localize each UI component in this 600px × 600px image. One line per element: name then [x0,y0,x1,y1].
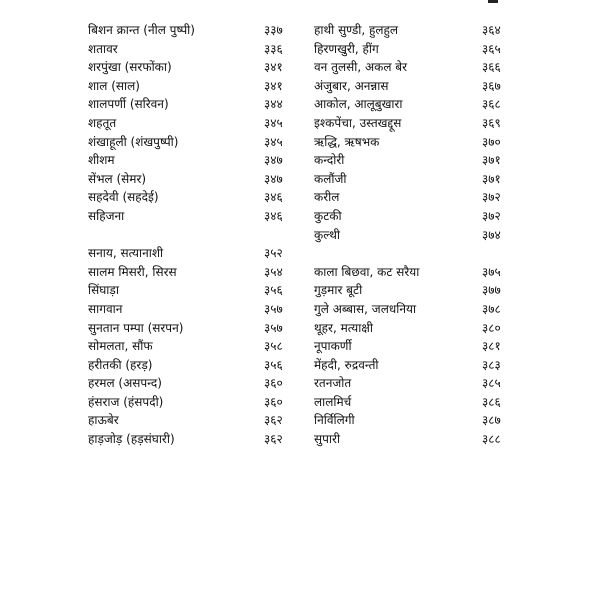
right-page-number: ३६८ [482,97,501,112]
left-term: शंखाहूली (शंखपुष्पी) [88,134,179,149]
left-page-number: ३६० [264,376,283,391]
index-table [88,21,508,449]
index-row [88,133,508,152]
right-term: गुड़मार बूटी [314,283,363,298]
right-page-number: ३६५ [482,41,501,56]
right-page-number: ३७० [482,134,501,149]
right-page-number: ३८० [482,320,501,335]
right-term: कन्दोरी [314,153,345,168]
right-page-number: ३७२ [482,190,501,205]
right-page-number: ३७१ [482,171,501,186]
index-row [88,430,508,449]
left-page-number: ३४४ [264,97,283,112]
right-term: अंजुबार, अनन्नास [314,78,389,93]
right-page-number: ३८६ [482,394,501,409]
left-page-number: ३४६ [264,208,283,223]
right-term: वन तुलसी, अकल बेर [314,60,408,75]
left-page-number: ३४७ [264,171,283,186]
left-term: हाड़जोड़ (हड़संघारी) [88,432,175,447]
left-term: सालम मिसरी, सिरस [88,264,177,279]
index-row [88,151,508,170]
left-term: शरपुंखा (सरफोंका) [88,60,172,75]
left-page-number: ३४५ [264,134,283,149]
left-page-number: ३५७ [264,320,283,335]
left-term: बिशन क्रान्त (नील पुष्पी) [88,23,195,37]
left-term: शालपर्णी (सरिवन) [88,97,169,112]
left-term: सागवान [88,301,123,316]
left-page-number: ३५६ [264,283,283,298]
index-row [88,337,508,356]
left-term: शहतूत [88,115,117,130]
right-page-number: ३६९ [482,115,501,130]
right-term: लालमिर्च [314,394,352,409]
index-row [88,393,508,412]
left-page-number: ३३६ [264,41,283,56]
right-term: सुपारी [314,432,341,447]
left-page-number: ३५८ [264,339,283,354]
index-row [88,300,508,319]
index-row [88,281,508,300]
left-term: हाऊबेर [88,413,119,428]
left-page-number: ३६२ [264,413,283,428]
left-term: सहदेवी (सहदेई) [88,190,159,205]
index-row [88,374,508,393]
left-page-number: ३५२ [264,246,283,261]
right-term: इश्कपेंचा, उस्तखद्दूस [314,115,402,130]
right-page-number: ३७२ [482,208,501,223]
left-term: शतावर [88,41,118,56]
left-page-number: ३५४ [264,264,283,279]
left-page-number: ३६२ [264,432,283,447]
index-row [88,114,508,133]
right-page-number: ३७४ [482,227,501,242]
left-term: सेंभल (सेमर) [88,171,147,186]
right-page-number: ३७५ [482,264,501,279]
index-row [88,356,508,375]
right-term: निर्विलिगी [314,413,355,428]
left-page-number: ३४१ [264,78,283,93]
left-term: सहिजना [88,208,125,223]
index-row [88,411,508,430]
index-row [88,170,508,189]
right-term: मेंहदी, रुद्रवन्ती [314,357,379,372]
left-term: सनाय, सत्यानाशी [88,246,164,261]
right-page-number: ३८८ [482,432,501,447]
right-term: नूपाकर्णी [314,339,352,354]
index-row [88,226,508,245]
right-term: कुटकी [314,208,342,223]
left-page-number: ३४५ [264,115,283,130]
right-term: आकोल, आलूबुखारा [314,97,403,112]
left-page-number: ३४७ [264,153,283,168]
left-page-number: ३४६ [264,190,283,205]
index-row [88,244,508,263]
right-term: हाथी सुण्डी, हुलहुल [314,23,399,37]
right-term: कलौंजी [314,171,347,186]
right-term: रतनजोत [314,376,352,391]
left-term: हरीतकी (हरड़) [88,357,153,372]
right-page-number: ३८१ [482,339,501,354]
right-page-number: ३७८ [482,301,501,316]
right-page-number: ३६६ [482,60,501,75]
right-term: गुले अब्बास, जलधनिया [314,301,417,316]
index-row [88,58,508,77]
right-page-number: ३८७ [482,413,501,428]
left-term: सिंघाड़ा [88,283,119,298]
index-row [88,21,508,40]
index-row [88,207,508,226]
top-edge-mark [488,0,498,3]
right-term: थूहर, मत्याक्षी [314,320,374,335]
right-term: कुल्थी [314,227,340,242]
left-term: शाल (साल) [88,78,140,93]
right-page-number: ३७७ [482,283,501,298]
left-term: सोमलता, सौंफ [88,339,153,354]
left-page-number: ३४१ [264,60,283,75]
index-row [88,95,508,114]
left-term: शीशम [88,153,115,168]
left-term: सुनतान पम्पा (सरपन) [88,320,184,335]
right-page-number: ३८३ [482,357,501,372]
left-page-number: ३६० [264,394,283,409]
right-term: हिरणखुरी, हींग [314,41,379,56]
right-page-number: ३६४ [482,23,501,37]
index-row [88,263,508,282]
right-page-number: ३६७ [482,78,501,93]
left-term: हरमल (असपन्द) [88,376,162,391]
index-row [88,77,508,96]
right-term: करील [314,190,340,205]
index-row [88,188,508,207]
right-term: काला बिछवा, कट सरैया [314,264,420,279]
left-page-number: ३५६ [264,357,283,372]
index-row [88,40,508,59]
left-term: हंसराज (हंसपदी) [88,394,164,409]
index-row [88,319,508,338]
left-page-number: ३५७ [264,301,283,316]
left-page-number: ३३७ [264,23,283,37]
right-term: ऋद्धि, ऋषभक [314,134,380,149]
right-page-number: ३८५ [482,376,501,391]
right-page-number: ३७१ [482,153,501,168]
